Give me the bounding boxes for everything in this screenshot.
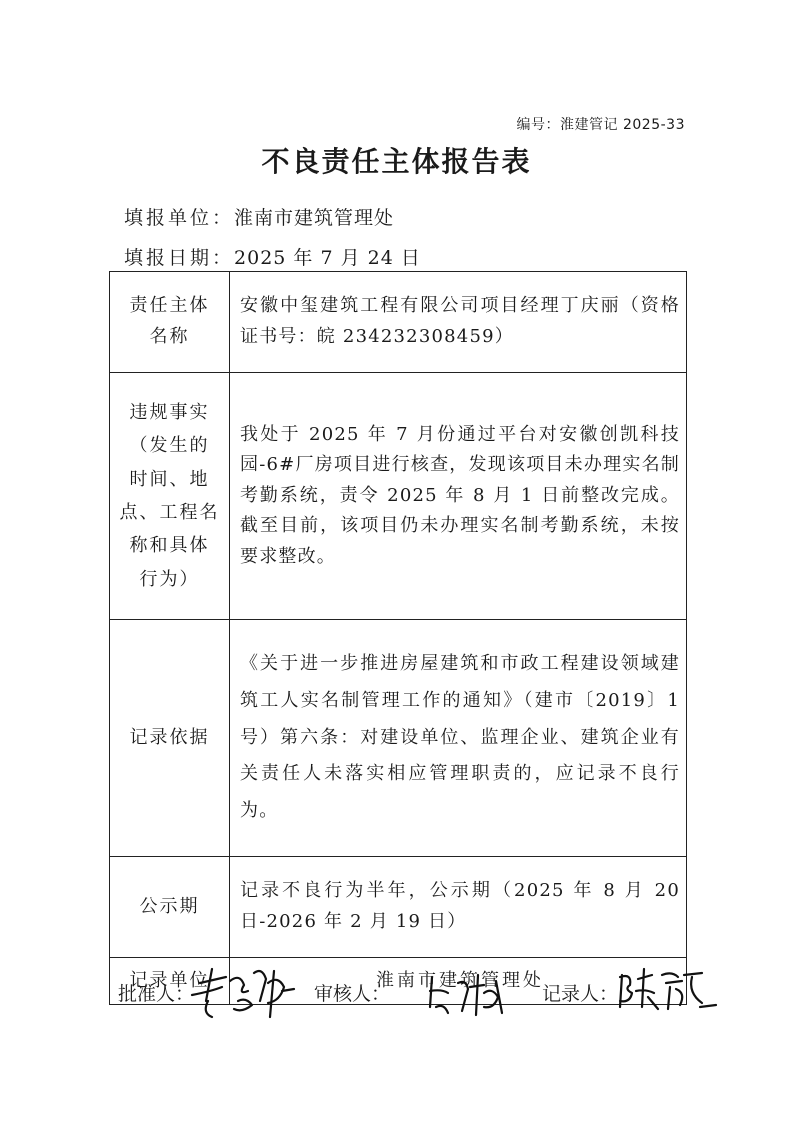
publicity-value: 记录不良行为半年，公示期（2025 年 8 月 20 日-2026 年 2 月 19 日） (230, 857, 687, 958)
violation-label-line: 违规事实 (129, 402, 210, 424)
approver-signature (182, 961, 302, 1025)
violation-label (110, 373, 230, 620)
reviewer-signature (418, 967, 528, 1023)
violation-label-line: 点、工程名 (119, 502, 220, 523)
signature-row (118, 975, 718, 1035)
publicity-row (110, 857, 687, 958)
subject-row (110, 272, 687, 373)
recorder-signature (612, 963, 722, 1019)
violation-label-line: 称和具体 (129, 535, 210, 557)
publicity-label: 公示期 (110, 857, 230, 958)
subject-label-line: 名称 (149, 326, 190, 347)
fill-date-label: 填报日期： (124, 247, 235, 269)
fill-unit-row (124, 203, 394, 230)
record-unit-label: 记录单位 (110, 958, 230, 1005)
reviewer-label: 审核人： (314, 983, 391, 1005)
recorder-label: 记录人： (542, 983, 619, 1005)
subject-label-line: 责任主体 (129, 295, 210, 317)
subject-label (110, 272, 230, 373)
fill-unit-value: 淮南市建筑管理处 (234, 207, 395, 229)
record-unit-value: 淮南市建筑管理处 (230, 958, 687, 1005)
violation-label-line: 行为） (139, 568, 200, 590)
violation-label-line: （发生的 (129, 435, 210, 457)
fill-date-value: 2025 年 7 月 24 日 (234, 247, 421, 269)
page-title: 不良责任主体报告表 (261, 145, 532, 178)
subject-value: 安徽中玺建筑工程有限公司项目经理丁庆丽（资格证书号：皖 234232308459） (230, 272, 687, 373)
report-table (109, 271, 687, 1005)
violation-label-line: 时间、地 (129, 468, 210, 490)
fill-date-row (124, 243, 421, 270)
basis-value: 《关于进一步推进房屋建筑和市政工程建设领域建筑工人实名制管理工作的通知》（建市〔2019〕1 号）第六条：对建设单位、监理企业、建筑企业有关责任人未落实相应管理职责的，应记录不良行为。 (230, 620, 687, 857)
basis-row (110, 620, 687, 857)
basis-label: 记录依据 (110, 620, 230, 857)
approver-label: 批准人： (118, 983, 195, 1005)
violation-row (110, 373, 687, 620)
document-number: 编号：淮建管记 2025-33 (516, 117, 685, 133)
violation-value: 我处于 2025 年 7 月份通过平台对安徽创凯科技园-6#厂房项目进行核查，发现该项目未办理实名制考勤系统，责令 2025 年 8 月 1 日前整改完成。截至目前，该项目仍未办理实名制考勤系统，未按要求整改。 (230, 373, 687, 620)
fill-unit-label: 填报单位： (124, 207, 235, 229)
